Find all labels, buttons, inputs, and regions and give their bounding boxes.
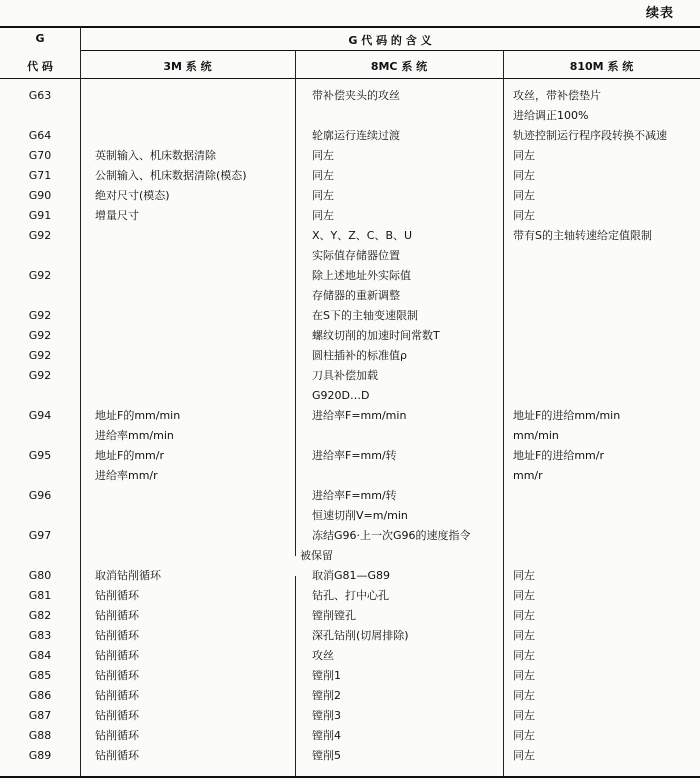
cell-8mc: 轮廓运行连续过渡 [312, 129, 400, 142]
cell-code: G92 [28, 269, 52, 282]
cell-3m: 钻削循环 [95, 709, 139, 722]
cell-code: G80 [28, 569, 52, 582]
cell-8mc: 进给率F=mm/min [312, 409, 407, 422]
cell-8mc: 同左 [312, 149, 334, 162]
table-row [0, 246, 700, 266]
table-row [0, 466, 700, 486]
cell-8mc: 镗削2 [312, 689, 341, 702]
table-row [0, 86, 700, 106]
cell-810m: 同左 [513, 169, 535, 182]
table-top-rule [0, 26, 700, 28]
table-row [0, 186, 700, 206]
cell-810m: 同左 [513, 729, 535, 742]
cell-8mc: 钻孔、打中心孔 [312, 589, 389, 602]
cell-8mc: 同左 [312, 189, 334, 202]
cell-8mc: 刀具补偿加载 [312, 369, 378, 382]
cell-8mc: 带补偿夹头的攻丝 [312, 89, 400, 102]
cell-8mc: 除上述地址外实际值 [312, 269, 411, 282]
cell-8mc: 同左 [312, 169, 334, 182]
cell-8mc: 镗削镗孔 [312, 609, 356, 622]
cell-code: G70 [28, 149, 52, 162]
cell-810m: 同左 [513, 649, 535, 662]
header-mid-rule [80, 50, 700, 51]
cell-3m: 取消钻削循环 [95, 569, 161, 582]
cell-3m: 进给率mm/r [95, 469, 158, 482]
table-row [0, 266, 700, 286]
cell-code: G71 [28, 169, 52, 182]
header-g: G [35, 32, 45, 45]
cell-810m: 同左 [513, 209, 535, 222]
cell-810m: mm/r [513, 469, 543, 482]
cell-code: G92 [28, 329, 52, 342]
cell-3m: 钻削循环 [95, 589, 139, 602]
cell-3m: 增量尺寸 [95, 209, 139, 222]
cell-8mc: 恒速切削V=m/min [312, 509, 408, 522]
cell-3m: 钻削循环 [95, 629, 139, 642]
cell-3m: 钻削循环 [95, 749, 139, 762]
cell-8mc: 实际值存储器位置 [312, 249, 400, 262]
cell-3m: 钻削循环 [95, 729, 139, 742]
table-row [0, 526, 700, 546]
cell-code: G89 [28, 749, 52, 762]
table-row [0, 286, 700, 306]
cell-code: G85 [28, 669, 52, 682]
table-row [0, 626, 700, 646]
cell-810m: 轨迹控制运行程序段转换不减速 [513, 129, 667, 142]
cell-3m: 钻削循环 [95, 689, 139, 702]
cell-code: G63 [28, 89, 52, 102]
cell-810m: 同左 [513, 669, 535, 682]
cell-810m: 同左 [513, 569, 535, 582]
table-row [0, 746, 700, 766]
table-row [0, 226, 700, 246]
table-row [0, 666, 700, 686]
cell-8mc: 深孔钻削(切屑排除) [312, 629, 409, 642]
table-row [0, 606, 700, 626]
cell-code: G64 [28, 129, 52, 142]
cell-8mc: 镗削1 [312, 669, 341, 682]
table-row [0, 146, 700, 166]
cell-code: G82 [28, 609, 52, 622]
cell-8mc: 镗削3 [312, 709, 341, 722]
table-row [0, 126, 700, 146]
cell-code: G81 [28, 589, 52, 602]
table-row [0, 486, 700, 506]
header-810m: 810M 系 统 [569, 60, 634, 73]
cell-3m: 公制输入、机床数据清除(模态) [95, 169, 247, 182]
cell-810m: 同左 [513, 749, 535, 762]
cell-code: G90 [28, 189, 52, 202]
cell-810m: 地址F的进给mm/min [513, 409, 621, 422]
cell-code: G83 [28, 629, 52, 642]
table-row [0, 706, 700, 726]
cell-8mc: 取消G81—G89 [312, 569, 391, 582]
cell-3m: 地址F的mm/r [95, 449, 164, 462]
cell-3m: 钻削循环 [95, 669, 139, 682]
cell-8mc: 存储器的重新调整 [312, 289, 400, 302]
table-row [0, 686, 700, 706]
table-row [0, 306, 700, 326]
cell-code: G86 [28, 689, 52, 702]
cell-810m: 同左 [513, 609, 535, 622]
cell-8mc: 镗削4 [312, 729, 341, 742]
cell-8mc: 进给率F=mm/转 [312, 449, 397, 462]
table-row [0, 326, 700, 346]
cell-8mc: X、Y、Z、C、B、U [312, 229, 413, 242]
cell-810m: 同左 [513, 589, 535, 602]
header-3m: 3M 系 统 [163, 60, 212, 73]
table-row [0, 406, 700, 426]
cell-3m: 绝对尺寸(模态) [95, 189, 170, 202]
cell-span: 被保留 [300, 549, 333, 562]
cell-3m: 地址F的mm/min [95, 409, 181, 422]
cell-code: G84 [28, 649, 52, 662]
table-row [0, 106, 700, 126]
table-row [0, 446, 700, 466]
cell-8mc: 螺纹切削的加速时间常数T [312, 329, 440, 342]
table-row [0, 346, 700, 366]
cell-8mc: 镗削5 [312, 749, 341, 762]
table-bottom-rule [0, 776, 700, 778]
cell-3m: 钻削循环 [95, 609, 139, 622]
header-bottom-rule [0, 78, 700, 79]
cell-code: G92 [28, 369, 52, 382]
table-row [0, 546, 700, 566]
table-row [0, 386, 700, 406]
cell-810m: 同左 [513, 629, 535, 642]
cell-code: G92 [28, 349, 52, 362]
cell-8mc: 攻丝 [312, 649, 334, 662]
cell-810m: 同左 [513, 709, 535, 722]
cell-code: G92 [28, 229, 52, 242]
cell-code: G94 [28, 409, 52, 422]
table-row [0, 726, 700, 746]
cell-code: G87 [28, 709, 52, 722]
cell-code: G96 [28, 489, 52, 502]
table-row [0, 646, 700, 666]
cell-code: G95 [28, 449, 52, 462]
continued-label: 续表 [645, 6, 674, 21]
cell-8mc: 同左 [312, 209, 334, 222]
cell-3m: 钻削循环 [95, 649, 139, 662]
cell-8mc: 在S下的主轴变速限制 [312, 309, 418, 322]
cell-8mc: 圆柱插补的标准值ρ [312, 349, 407, 362]
cell-810m: 同左 [513, 689, 535, 702]
header-meaning: G 代 码 的 含 义 [348, 34, 432, 47]
table-row [0, 506, 700, 526]
table-row [0, 566, 700, 586]
cell-8mc: 冻结G96·上一次G96的速度指令 [312, 529, 471, 542]
cell-810m: 同左 [513, 189, 535, 202]
cell-code: G88 [28, 729, 52, 742]
cell-810m: 地址F的进给mm/r [513, 449, 604, 462]
table-row [0, 366, 700, 386]
table-row [0, 166, 700, 186]
table-row [0, 426, 700, 446]
cell-810m: mm/min [513, 429, 559, 442]
table-row [0, 206, 700, 226]
cell-code: G91 [28, 209, 52, 222]
table-row [0, 586, 700, 606]
cell-810m: 带有S的主轴转速给定值限制 [513, 229, 652, 242]
cell-810m: 进给调正100% [513, 109, 589, 122]
header-code: 代 码 [27, 60, 53, 73]
cell-8mc: G920D…D [312, 389, 370, 402]
cell-8mc: 进给率F=mm/转 [312, 489, 397, 502]
cell-3m: 进给率mm/min [95, 429, 174, 442]
header-8mc: 8MC 系 统 [370, 60, 428, 73]
cell-code: G92 [28, 309, 52, 322]
cell-810m: 同左 [513, 149, 535, 162]
cell-810m: 攻丝，带补偿垫片 [513, 89, 601, 102]
cell-code: G97 [28, 529, 52, 542]
cell-3m: 英制输入、机床数据清除 [95, 149, 216, 162]
